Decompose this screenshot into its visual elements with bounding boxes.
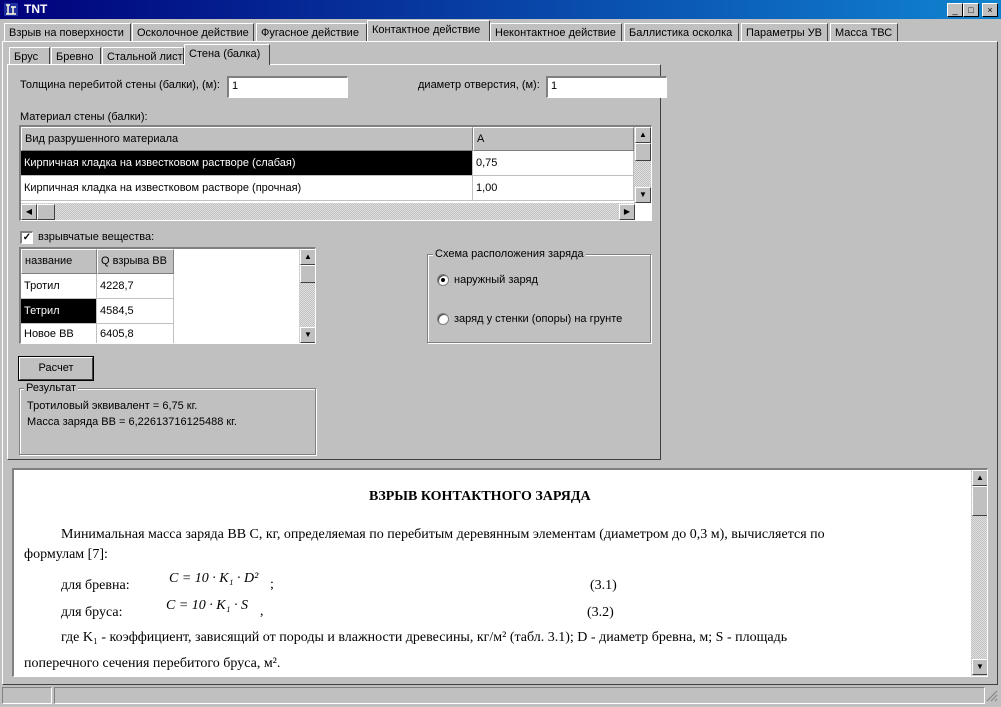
explosives-grid[interactable] <box>19 247 316 344</box>
radio-ground-label[interactable]: заряд у стенки (опоры) на грунте <box>454 313 623 325</box>
table-row-cell[interactable]: 0,75 <box>473 151 634 176</box>
window-title: TNT <box>24 2 48 16</box>
document-viewer[interactable] <box>12 468 988 677</box>
grid-header-q[interactable]: Q взрыва ВВ <box>97 249 174 274</box>
beam-formula: C = 10 · K₁ · S <box>166 598 248 613</box>
tab-fae-mass[interactable]: Масса ТВС <box>830 23 898 41</box>
app-icon <box>3 2 19 17</box>
thickness-label: Толщина перебитой стены (балки), (м): <box>20 79 220 91</box>
tnt-equivalent-text: Тротиловый эквивалент = 6,75 кг. <box>27 400 198 412</box>
thickness-input[interactable]: 1 <box>227 76 348 98</box>
maximize-button[interactable]: □ <box>963 3 979 17</box>
explosives-label: взрывчатые вещества: <box>38 231 155 243</box>
table-row-cell[interactable]: Новое ВВ <box>21 324 97 344</box>
scroll-up-icon[interactable]: ▲ <box>972 470 988 486</box>
equation-number: (3.2) <box>587 605 614 620</box>
horizontal-scrollbar[interactable] <box>21 203 635 220</box>
scroll-thumb[interactable] <box>972 486 988 516</box>
tab-contact-action[interactable]: Контактное действие <box>367 20 490 41</box>
subtab-steel-sheet[interactable]: Стальной лист <box>102 47 184 65</box>
scroll-thumb[interactable] <box>300 265 316 283</box>
scroll-down-icon[interactable]: ▼ <box>300 327 316 343</box>
radio-external-label[interactable]: наружный заряд <box>454 274 538 286</box>
scroll-up-icon[interactable]: ▲ <box>300 249 316 265</box>
scroll-down-icon[interactable]: ▼ <box>972 659 988 675</box>
scroll-thumb[interactable] <box>635 143 651 161</box>
table-row-cell[interactable]: 6405,8 <box>97 324 174 344</box>
calc-button-outline <box>18 356 94 381</box>
table-row-cell[interactable]: 4584,5 <box>97 299 174 324</box>
tab-surface-blast[interactable]: Взрыв на поверхности <box>4 23 131 41</box>
charge-mass-text: Масса заряда ВВ = 6,22613716125488 кг. <box>27 416 237 428</box>
calc-button[interactable]: Расчет <box>19 357 93 380</box>
log-formula-tail: ; <box>270 577 274 592</box>
doc-paragraph: формулам [7]: <box>24 547 108 562</box>
subtab-log[interactable]: Бревно <box>51 47 101 65</box>
material-grid[interactable] <box>19 125 652 221</box>
table-row-cell[interactable]: 4228,7 <box>97 274 174 299</box>
subtab-wall-beam[interactable]: Стена (балка) <box>184 44 270 65</box>
charge-scheme-group <box>427 254 651 343</box>
beam-formula-tail: , <box>260 604 264 619</box>
explosives-checkbox[interactable]: ✓ <box>20 231 33 244</box>
log-formula-label: для бревна: <box>61 578 130 593</box>
scroll-right-icon[interactable]: ▶ <box>619 204 635 220</box>
tab-high-explosive[interactable]: Фугасное действие <box>256 23 367 41</box>
grid-header-a[interactable]: A <box>473 127 634 151</box>
scroll-up-icon[interactable]: ▲ <box>635 127 651 143</box>
subtab-beam[interactable]: Брус <box>9 47 50 65</box>
title-bar <box>0 0 1001 19</box>
log-formula: C = 10 · K₁ · D² <box>169 571 259 586</box>
diameter-input[interactable]: 1 <box>546 76 667 98</box>
charge-scheme-title: Схема расположения заряда <box>435 248 584 260</box>
scroll-down-icon[interactable]: ▼ <box>635 187 651 203</box>
status-panel <box>2 687 52 704</box>
minimize-button[interactable]: _ <box>947 3 963 17</box>
diameter-label: диаметр отверстия, (м): <box>418 79 540 91</box>
grid-header-material[interactable]: Вид разрушенного материала <box>21 127 473 151</box>
doc-paragraph: Минимальная масса заряда ВВ С, кг, определяемая по перебитым деревянным элементам (диаметром до 0,3 м), вычисляется по <box>61 527 825 542</box>
doc-paragraph: поперечного сечения перебитого бруса, м². <box>24 656 281 671</box>
tab-fragment-ballistics[interactable]: Баллистика осколка <box>624 23 739 41</box>
close-button[interactable]: × <box>982 3 998 17</box>
status-panel <box>54 687 985 704</box>
material-label: Материал стены (балки): <box>20 111 148 123</box>
result-title: Результат <box>26 382 77 394</box>
doc-paragraph: где K₁ - коэффициент, зависящий от породы и влажности древесины, кг/м² (табл. 3.1); D - диаметр бревна, м; S - площадь <box>61 630 788 645</box>
beam-formula-label: для бруса: <box>61 605 123 620</box>
table-row-cell[interactable]: Тротил <box>21 274 97 299</box>
equation-number: (3.1) <box>590 578 617 593</box>
table-row-cell[interactable]: Тетрил <box>21 299 97 324</box>
doc-heading: ВЗРЫВ КОНТАКТНОГО ЗАРЯДА <box>369 489 591 504</box>
resize-grip-icon[interactable] <box>986 690 998 702</box>
scroll-left-icon[interactable]: ◀ <box>21 204 37 220</box>
grid-header-name[interactable]: название <box>21 249 97 274</box>
table-row-cell[interactable]: Кирпичная кладка на известковом растворе (слабая) <box>21 151 473 176</box>
radio-external-charge[interactable] <box>437 274 449 286</box>
hscroll-thumb[interactable] <box>37 204 55 220</box>
table-row-cell[interactable]: 1,00 <box>473 176 634 201</box>
radio-ground-charge[interactable] <box>437 313 449 325</box>
table-row-cell[interactable]: Кирпичная кладка на известковом растворе (прочная) <box>21 176 473 201</box>
tab-shockwave-params[interactable]: Параметры УВ <box>741 23 828 41</box>
tab-noncontact-action[interactable]: Неконтактное действие <box>490 23 622 41</box>
tab-fragmentation[interactable]: Осколочное действие <box>132 23 254 41</box>
